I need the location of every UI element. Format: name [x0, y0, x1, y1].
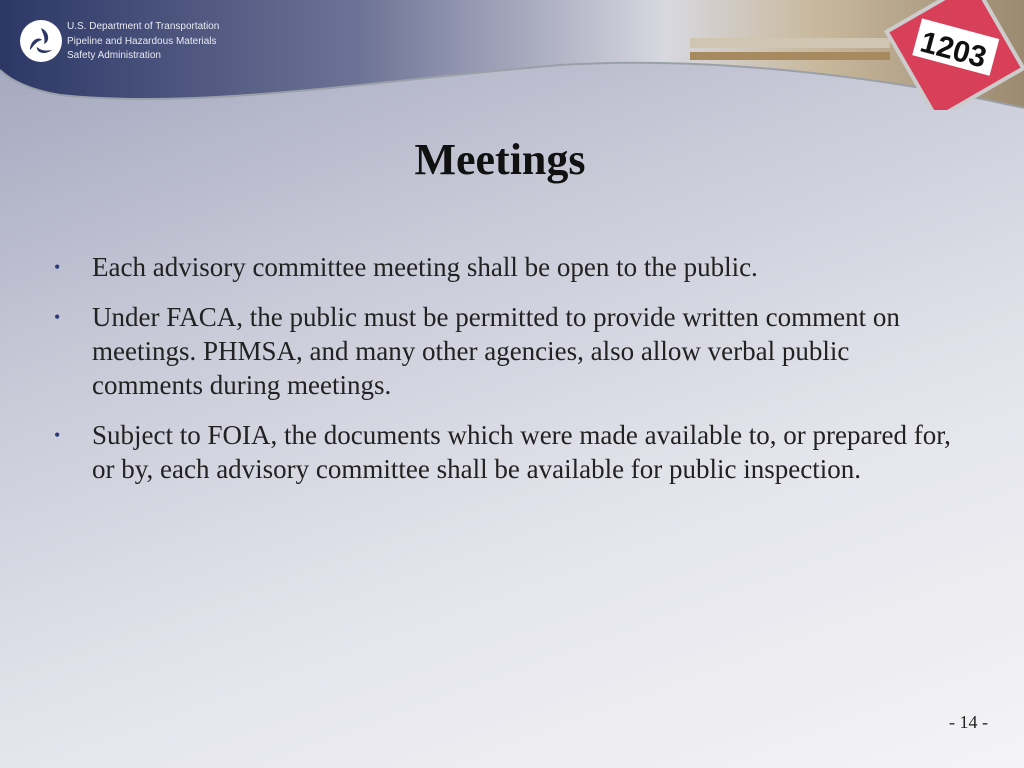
bullet-text: Each advisory committee meeting shall be open to the public.: [92, 252, 758, 282]
agency-name: [67, 20, 219, 64]
bullet-text: Under FACA, the public must be permitted to provide written comment on meetings. PHMSA, and many other agencies, also allow verbal public comments during meetings.: [92, 302, 900, 400]
slide-header-banner: [0, 0, 1024, 110]
bullet-icon: •: [54, 307, 61, 327]
bullet-item: [54, 300, 964, 402]
slide-title: Meetings: [414, 135, 586, 184]
agency-line: Safety Administration: [67, 50, 161, 61]
page-number: - 14 -: [949, 712, 988, 732]
placard-number: 1203: [916, 25, 990, 75]
bullet-list: [54, 250, 964, 502]
bullet-item: [54, 418, 964, 486]
bullet-icon: •: [54, 425, 61, 445]
agency-line: U.S. Department of Transportation: [67, 21, 220, 32]
bullet-text: Subject to FOIA, the documents which were made available to, or prepared for, or by, each advisory committee shall be available for public inspection.: [92, 420, 951, 484]
bullet-item: [54, 250, 964, 284]
dot-logo: [20, 20, 62, 62]
bullet-icon: •: [54, 257, 61, 277]
agency-line: Pipeline and Hazardous Materials: [67, 35, 217, 47]
